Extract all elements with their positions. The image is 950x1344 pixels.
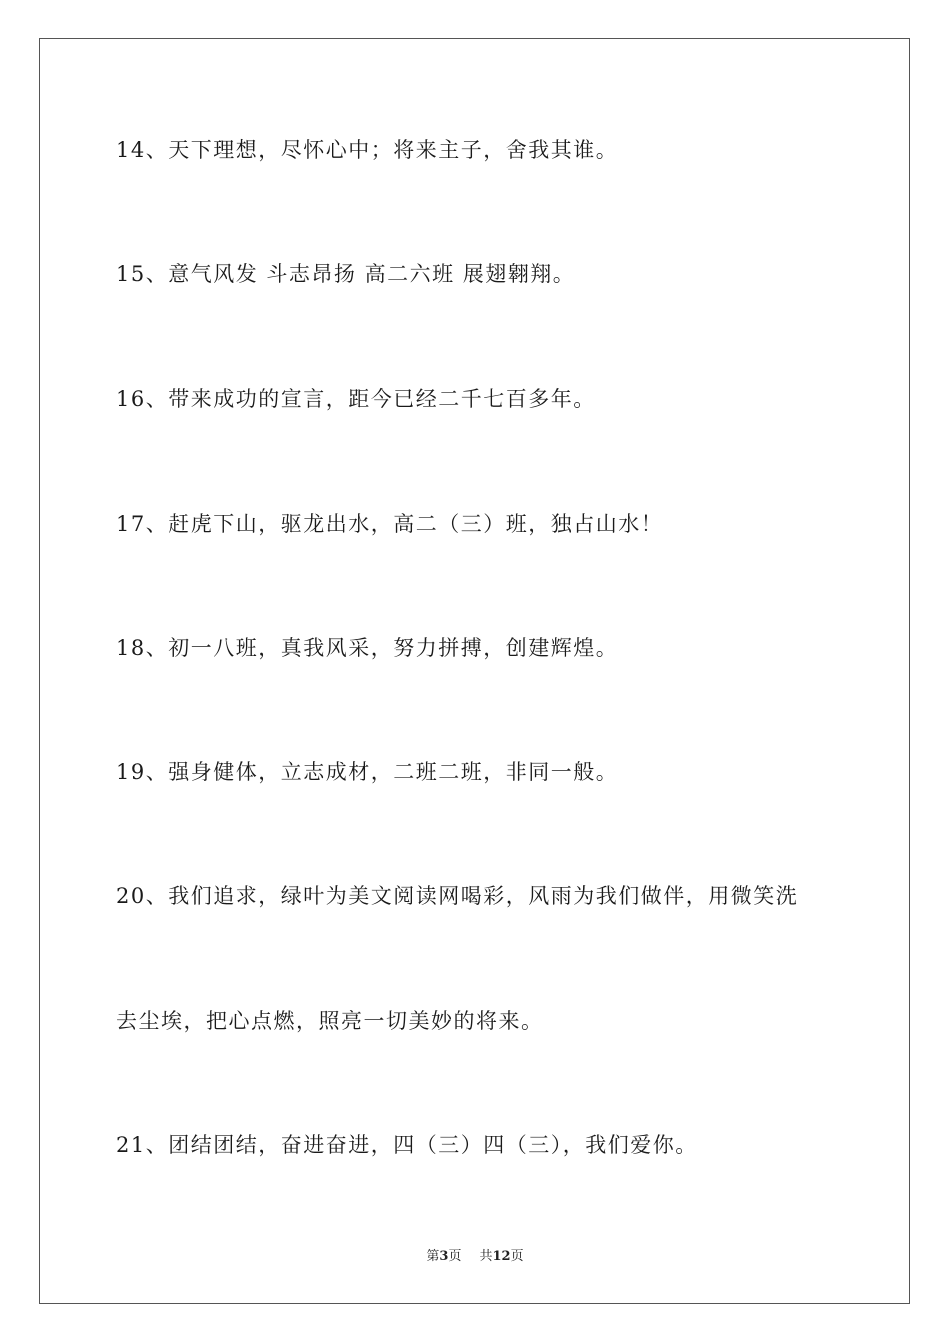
text-line-18: 18、初一八班，真我风采，努力拼搏，创建辉煌。 [116,636,619,660]
text-line-17: 17、赶虎下山，驱龙出水，高二（三）班，独占山水！ [116,512,664,536]
total-prefix: 共 [479,1249,493,1264]
text-line-19: 19、强身健体，立志成材，二班二班，非同一般。 [116,760,619,784]
text-line-20: 20、我们追求，绿叶为美文阅读网喝彩，风雨为我们做伴，用微笑洗 [116,884,799,908]
page-number: 3 [439,1249,449,1264]
page-suffix: 页 [448,1249,462,1264]
text-line-16: 16、带来成功的宣言，距今已经二千七百多年。 [116,387,596,411]
text-line-14: 14、天下理想，尽怀心中；将来主子，舍我其谁。 [116,138,619,162]
page-prefix: 第 [426,1249,440,1264]
text-line-15: 15、意气风发 斗志昂扬 高二六班 展翅翱翔。 [116,262,576,286]
text-line-21: 21、团结团结，奋进奋进，四（三）四（三），我们爱你。 [116,1133,698,1157]
total-suffix: 页 [510,1249,524,1264]
page-footer [0,1248,950,1266]
total-pages: 12 [492,1249,511,1264]
page-border [39,38,910,1304]
text-line-20-continued: 去尘埃，把心点燃，照亮一切美妙的将来。 [116,1009,544,1033]
